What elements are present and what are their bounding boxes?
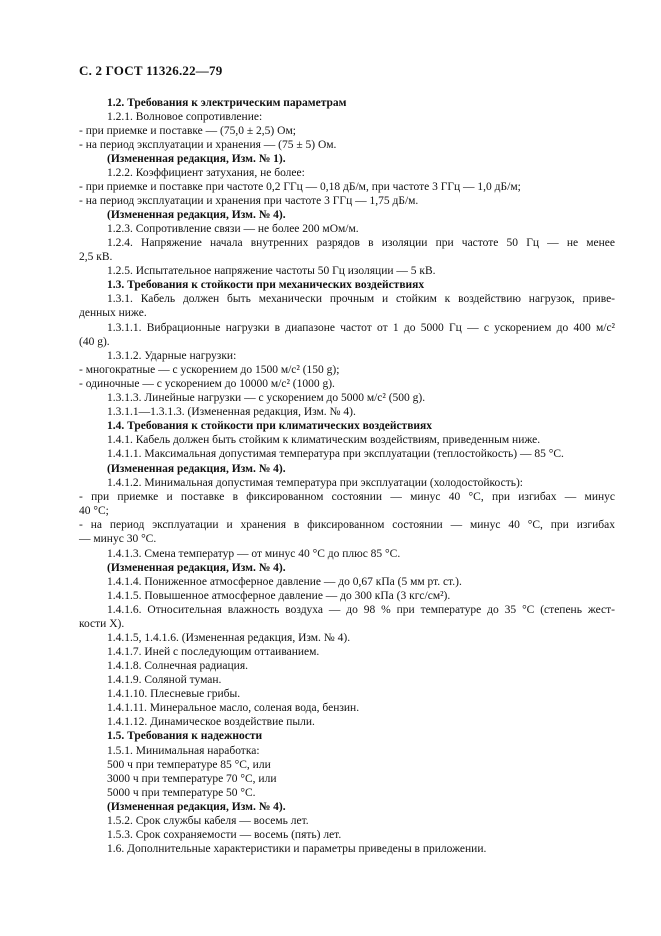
- section-heading: 1.5. Требования к надежности: [107, 730, 263, 742]
- text-line: — минус 30 °С.: [79, 533, 157, 545]
- section-heading: 1.4. Требования к стойкости при климатических воздействиях: [107, 420, 433, 432]
- text-line: 1.5.1. Минимальная наработка:: [107, 745, 260, 757]
- text-line: 1.2.4. Напряжение начала внутренних разрядов в изоляции при частоте 50 Гц — не менее: [107, 237, 615, 249]
- text-line: 5000 ч при температуре 50 °С.: [107, 787, 256, 799]
- text-line: 1.4.1.5. Повышенное атмосферное давление — до 300 кПа (3 кгс/см²).: [107, 590, 451, 602]
- section-heading: (Измененная редакция, Изм. № 1).: [107, 153, 286, 165]
- text-line: 1.2.2. Коэффициент затухания, не более:: [107, 167, 305, 179]
- section-heading: (Измененная редакция, Изм. № 4).: [107, 801, 286, 813]
- text-line: 1.4.1.1. Максимальная допустимая температура при эксплуатации (теплостойкость) — 85 °С.: [107, 448, 564, 460]
- text-line: 1.4.1.10. Плесневые грибы.: [107, 688, 241, 700]
- section-heading: (Измененная редакция, Изм. № 4).: [107, 463, 286, 475]
- text-line: 1.3.1.2. Ударные нагрузки:: [107, 350, 237, 362]
- text-line: 1.2.1. Волновое сопротивление:: [107, 111, 263, 123]
- text-line: 1.2.3. Сопротивление связи — не более 200 мОм/м.: [107, 223, 359, 235]
- text-line: - на период эксплуатации и хранения при частоте 3 ГГц — 1,75 дБ/м.: [79, 195, 419, 207]
- text-line: 1.2.5. Испытательное напряжение частоты 50 Гц изоляции — 5 кВ.: [107, 265, 436, 277]
- text-line: 2,5 кВ.: [79, 251, 113, 263]
- text-line: - при приемке и поставке при частоте 0,2 ГГц — 0,18 дБ/м, при частоте 3 ГГц — 1,0 дБ/м;: [79, 181, 521, 193]
- text-line: 1.3.1.1—1.3.1.3. (Измененная редакция, Изм. № 4).: [107, 406, 356, 418]
- text-line: 3000 ч при температуре 70 °С, или: [107, 773, 277, 785]
- page-header: С. 2 ГОСТ 11326.22—79: [79, 63, 223, 78]
- text-line: (40 g).: [79, 336, 110, 348]
- text-line: - при приемке и поставке в фиксированном состоянии — минус 40 °С, при изгибах — минус: [79, 491, 615, 503]
- text-line: 1.5.3. Срок сохраняемости — восемь (пять) лет.: [107, 829, 342, 841]
- text-line: 1.3.1.3. Линейные нагрузки — с ускорением до 5000 м/с² (500 g).: [107, 392, 426, 404]
- text-line: 1.4.1.7. Иней с последующим оттаиванием.: [107, 646, 320, 658]
- text-line: - на период эксплуатации и хранения в фиксированном состоянии — минус 40 °С, при изгибах: [79, 519, 615, 531]
- text-line: 1.4.1. Кабель должен быть стойким к климатическим воздействиям, приведенным ниже.: [107, 434, 541, 446]
- text-line: 1.4.1.9. Соляной туман.: [107, 674, 222, 686]
- section-heading: (Измененная редакция, Изм. № 4).: [107, 209, 286, 221]
- text-line: - при приемке и поставке — (75,0 ± 2,5) Ом;: [79, 125, 296, 137]
- text-line: 1.5.2. Срок службы кабеля — восемь лет.: [107, 815, 309, 827]
- text-line: 1.4.1.6. Относительная влажность воздуха — до 98 % при температуре до 35 °С (степень жест-: [107, 604, 615, 616]
- text-line: - многократные — с ускорением до 1500 м/с² (150 g);: [79, 364, 340, 376]
- text-line: 1.4.1.11. Минеральное масло, соленая вода, бензин.: [107, 702, 360, 714]
- text-line: 1.6. Дополнительные характеристики и параметры приведены в приложении.: [107, 843, 487, 855]
- text-line: - на период эксплуатации и хранения — (75 ± 5) Ом.: [79, 139, 337, 151]
- text-line: 1.4.1.4. Пониженное атмосферное давление — до 0,67 кПа (5 мм рт. ст.).: [107, 576, 462, 588]
- text-line: 1.4.1.3. Смена температур — от минус 40 °С до плюс 85 °С.: [107, 548, 401, 560]
- text-line: 1.4.1.5, 1.4.1.6. (Измененная редакция, Изм. № 4).: [107, 632, 351, 644]
- section-heading: (Измененная редакция, Изм. № 4).: [107, 562, 286, 574]
- text-line: кости Х).: [79, 618, 125, 630]
- text-line: 40 °С;: [79, 505, 109, 517]
- text-line: 1.3.1. Кабель должен быть механически прочным и стойким к воздействию нагрузок, приве-: [107, 293, 615, 305]
- text-line: 1.4.1.8. Солнечная радиация.: [107, 660, 248, 672]
- text-line: 1.3.1.1. Вибрационные нагрузки в диапазоне частот от 1 до 5000 Гц — с ускорением до 400 м/с²: [107, 322, 615, 334]
- text-line: - одиночные — с ускорением до 10000 м/с² (1000 g).: [79, 378, 335, 390]
- text-line: 1.4.1.2. Минимальная допустимая температура при эксплуатации (холодостойкость):: [107, 477, 523, 489]
- text-line: 1.4.1.12. Динамическое воздействие пыли.: [107, 716, 315, 728]
- section-heading: 1.2. Требования к электрическим параметрам: [107, 97, 347, 109]
- text-line: 500 ч при температуре 85 °С, или: [107, 759, 271, 771]
- section-heading: 1.3. Требования к стойкости при механических воздействиях: [107, 279, 425, 291]
- text-line: денных ниже.: [79, 307, 147, 319]
